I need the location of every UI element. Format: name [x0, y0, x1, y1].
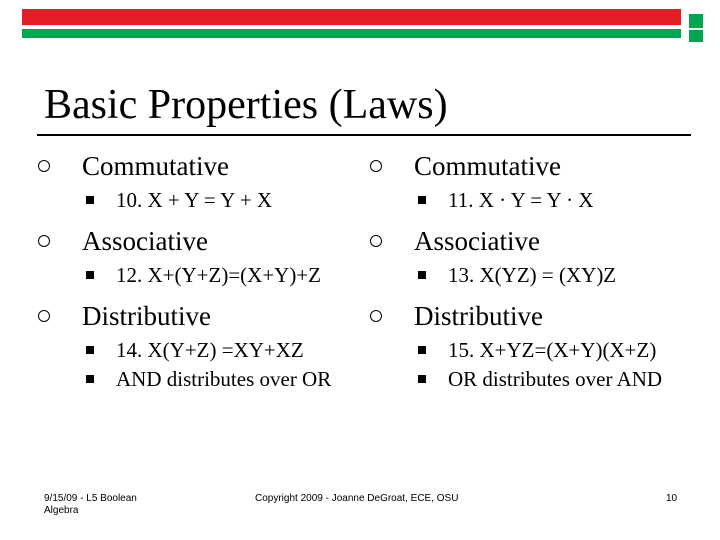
- item-label: 14. X(Y+Z) =XY+XZ: [116, 338, 304, 362]
- square-bullet-icon: [86, 196, 94, 204]
- right-heading-commutative: [370, 148, 715, 186]
- square-bullet-icon: [86, 346, 94, 354]
- left-item-law-12: [38, 261, 368, 290]
- heading-label: Commutative: [414, 151, 561, 181]
- header-red-bar: [22, 9, 681, 25]
- item-label: OR distributes over AND: [448, 367, 663, 391]
- slide-title: Basic Properties (Laws): [44, 82, 448, 128]
- square-bullet-icon: [418, 196, 426, 204]
- left-item-law-14: [38, 336, 368, 365]
- item-label: 13. X(YZ) = (XY)Z: [448, 263, 617, 287]
- left-column: [38, 148, 368, 394]
- item-label: 12. X+(Y+Z)=(X+Y)+Z: [116, 263, 322, 287]
- left-heading-commutative: [38, 148, 368, 186]
- square-bullet-icon: [418, 271, 426, 279]
- hollow-circle-bullet-icon: [370, 235, 382, 247]
- square-bullet-icon: [418, 375, 426, 383]
- right-item-law-15: [370, 336, 715, 365]
- right-heading-distributive: [370, 298, 715, 336]
- header-corner-square-bottom: [687, 28, 705, 44]
- hollow-circle-bullet-icon: [370, 310, 382, 322]
- left-item-law-10: [38, 186, 368, 215]
- header-green-bar: [22, 29, 681, 38]
- heading-label: Commutative: [82, 151, 229, 181]
- item-label: 10. X + Y = Y + X: [116, 188, 273, 212]
- right-heading-associative: [370, 223, 715, 261]
- right-item-or-distributes: [370, 365, 715, 394]
- right-column: [370, 148, 715, 394]
- heading-label: Associative: [82, 226, 208, 256]
- hollow-circle-bullet-icon: [38, 160, 50, 172]
- left-heading-associative: [38, 223, 368, 261]
- item-label: 15. X+YZ=(X+Y)(X+Z): [448, 338, 657, 362]
- square-bullet-icon: [418, 346, 426, 354]
- left-heading-distributive: [38, 298, 368, 336]
- square-bullet-icon: [86, 271, 94, 279]
- footer-copyright: Copyright 2009 - Joanne DeGroat, ECE, OSU: [255, 493, 459, 504]
- right-item-law-11: [370, 186, 715, 215]
- heading-label: Associative: [414, 226, 540, 256]
- hollow-circle-bullet-icon: [38, 235, 50, 247]
- square-bullet-icon: [86, 375, 94, 383]
- left-item-and-distributes: [38, 365, 368, 394]
- title-underline: [37, 134, 691, 136]
- hollow-circle-bullet-icon: [38, 310, 50, 322]
- item-label: AND distributes over OR: [116, 367, 332, 391]
- heading-label: Distributive: [82, 301, 211, 331]
- footer-page-number: 10: [666, 493, 678, 504]
- hollow-circle-bullet-icon: [370, 160, 382, 172]
- heading-label: Distributive: [414, 301, 543, 331]
- item-label: 11. X · Y = Y · X: [448, 188, 594, 212]
- footer-date-course: 9/15/09 - L5 Boolean Algebra: [44, 493, 137, 516]
- right-item-law-13: [370, 261, 715, 290]
